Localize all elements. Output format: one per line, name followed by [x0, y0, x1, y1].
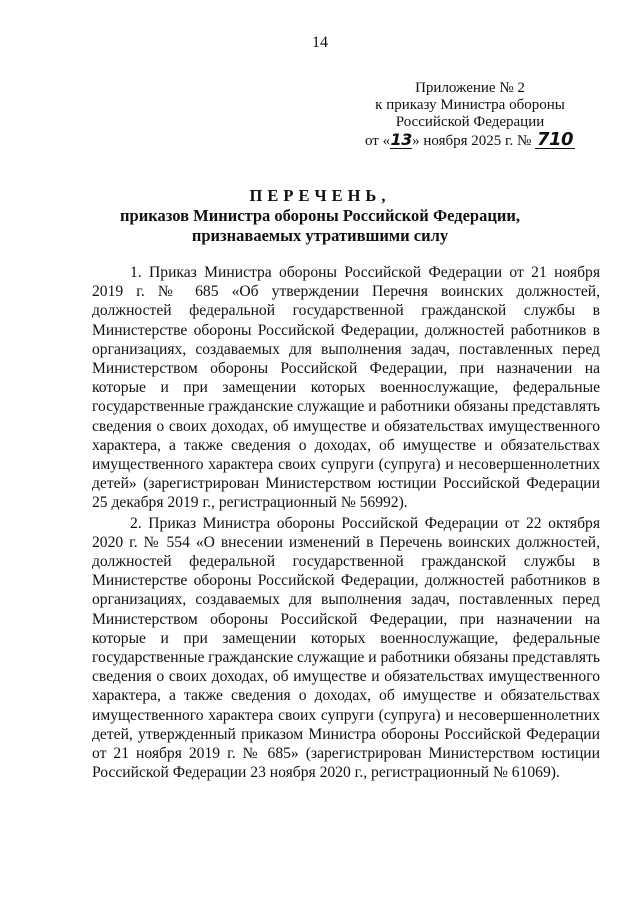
appendix-line-2: к приказу Министра обороны	[375, 97, 565, 113]
document-body	[92, 263, 600, 782]
date-prefix: от «	[364, 133, 391, 149]
appendix-line-3: Российской Федерации	[395, 114, 545, 130]
handwritten-day: 13	[390, 130, 412, 149]
page-number: 14	[312, 34, 328, 51]
list-item: 2. Приказ Министра обороны Российской Федерации от 22 октября 2020 г. № 554 «О внесении изменений в Перечень воинских должностей, должностей федеральной государственной гражданской службы в Министерстве обороны Российской Федерации, должностей работников в организациях, создаваемых для выполнения задач, поставленных перед Министерством обороны Российской Федерации, при назначении на которые и при замещении которых военнослужащие, федеральные государственные гражданские служащие и работники обязаны представлять сведения о своих доходах, об имуществе и обязательствах имущественного характера, а также сведения о доходах, об имуществе и обязательствах имущественного характера своих супруги (супруга) и несовершеннолетних детей, утвержденный приказом Министра обороны Российской Федерации от 21 ноября 2019 г. № 685» (зарегистрирован Министерством юстиции Российской Федерации 23 ноября 2020 г., регистрационный № 61069).	[92, 514, 601, 782]
title-main: ПЕРЕЧЕНЬ,	[249, 186, 391, 205]
appendix-line-1: Приложение № 2	[415, 80, 525, 96]
date-suffix: » ноября 2025 г. №	[412, 133, 532, 149]
title-line-2: приказов Министра обороны Российской Федерации,	[120, 206, 520, 225]
title-line-3: признаваемых утратившими силу	[191, 226, 449, 245]
appendix-header	[340, 80, 600, 150]
appendix-date-line	[340, 131, 600, 150]
list-item: 1. Приказ Министра обороны Российской Федерации от 21 ноября 2019 г. № 685 «Об утверждении Перечня воинских должностей, должностей федеральной государственной гражданской службы в Министерстве обороны Российской Федерации, должностей работников в организациях, создаваемых для выполнения задач, поставленных перед Министерством обороны Российской Федерации, при назначении на которые и при замещении которых военнослужащие, федеральные государственные гражданские служащие и работники обязаны представлять сведения о своих доходах, об имуществе и обязательствах имущественного характера, а также сведения о доходах, об имуществе и обязательствах имущественного характера своих супруги (супруга) и несовершеннолетних детей» (зарегистрирован Министерством юстиции Российской Федерации 25 декабря 2019 г., регистрационный № 56992).	[92, 264, 601, 512]
handwritten-order-number: 710	[536, 129, 574, 150]
document-title	[0, 186, 640, 246]
